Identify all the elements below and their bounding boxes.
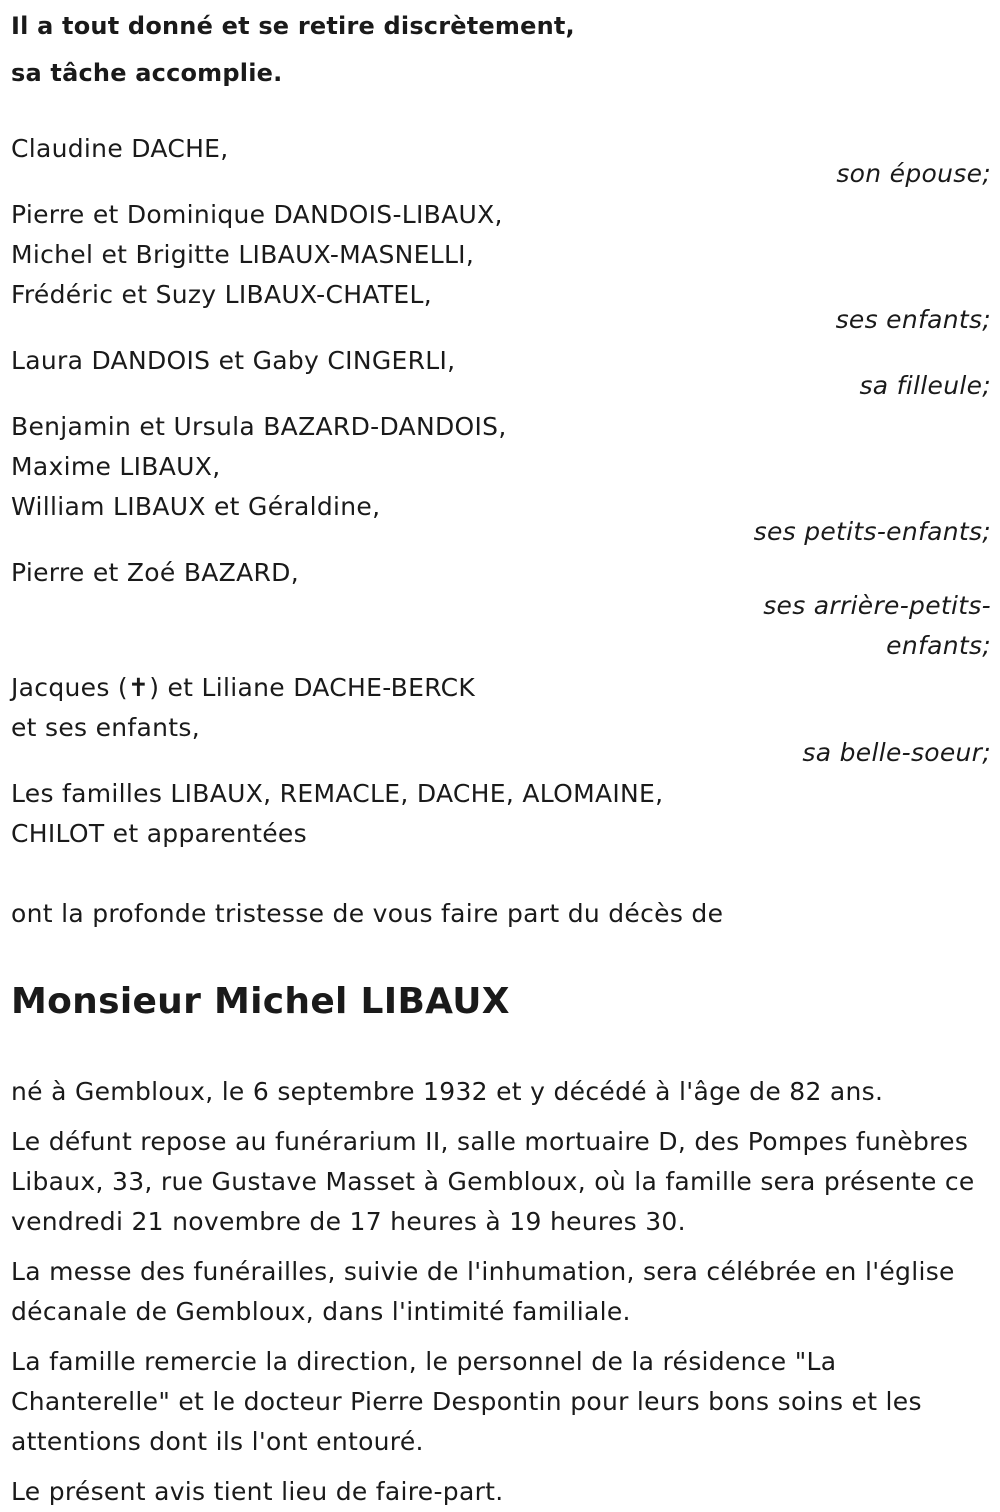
thanks-note: La famille remercie la direction, le personnel de la résidence "La Chanterelle" et le docteur Pierre Despontin pour leurs bons soins et les attentions dont ils l'ont entouré.: [11, 1347, 922, 1456]
relation-label: ses petits-enfants;: [753, 517, 991, 546]
family-line: William LIBAUX et Géraldine,: [11, 492, 381, 521]
relation-label: sa filleule;: [859, 371, 991, 400]
relation-label: ses enfants;: [835, 305, 991, 334]
family-line: CHILOT et apparentées: [11, 819, 307, 848]
family-line: Jacques (✝) et Liliane DACHE-BERCK: [11, 673, 476, 702]
family-group-sister-in-law: [11, 668, 991, 772]
notice-note: Le présent avis tient lieu de faire-part.: [11, 1477, 504, 1506]
family-group-spouse: [11, 129, 991, 193]
relation-label: ses arrière-petits-enfants;: [763, 591, 991, 660]
family-line: Les familles LIBAUX, REMACLE, DACHE, ALOMAINE,: [11, 779, 664, 808]
family-line: Frédéric et Suzy LIBAUX-CHATEL,: [11, 280, 432, 309]
family-line: Laura DANDOIS et Gaby CINGERLI,: [11, 346, 456, 375]
family-group-grandchildren: [11, 407, 991, 551]
intro-line-2: sa tâche accomplie.: [11, 59, 283, 87]
relation-label: son épouse;: [836, 159, 991, 188]
family-line: Pierre et Zoé BAZARD,: [11, 558, 299, 587]
viewing-info: Le défunt repose au funérarium II, salle mortuaire D, des Pompes funèbres Libaux, 33, rue Gustave Masset à Gembloux, où la famille sera présente ce vendredi 21 novembre de 17 heures à 19 heures 30.: [11, 1127, 975, 1236]
family-list: [11, 129, 991, 854]
family-group-goddaughter: [11, 341, 991, 405]
family-line: Maxime LIBAUX,: [11, 452, 221, 481]
family-line: Claudine DACHE,: [11, 134, 229, 163]
birth-death-info: né à Gembloux, le 6 septembre 1932 et y décédé à l'âge de 82 ans.: [11, 1077, 884, 1106]
family-group-children: [11, 195, 991, 339]
relation-label: sa belle-soeur;: [802, 738, 991, 767]
intro-line-1: Il a tout donné et se retire discrètement,: [11, 12, 575, 40]
family-line: et ses enfants,: [11, 713, 200, 742]
family-group-great-grandchildren: [11, 553, 991, 666]
family-line: Benjamin et Ursula BAZARD-DANDOIS,: [11, 412, 507, 441]
deceased-name: Monsieur Michel LIBAUX: [11, 981, 510, 1022]
funeral-mass-info: La messe des funérailles, suivie de l'inhumation, sera célébrée en l'église décanale de Gembloux, dans l'intimité familiale.: [11, 1257, 955, 1326]
announcement-text: ont la profonde tristesse de vous faire part du décès de: [11, 899, 724, 928]
family-line: Pierre et Dominique DANDOIS-LIBAUX,: [11, 200, 503, 229]
family-line: Michel et Brigitte LIBAUX-MASNELLI,: [11, 240, 475, 269]
funeral-details: [11, 1072, 991, 1512]
family-group-relatives: [11, 774, 991, 854]
intro-verse: [11, 0, 991, 97]
